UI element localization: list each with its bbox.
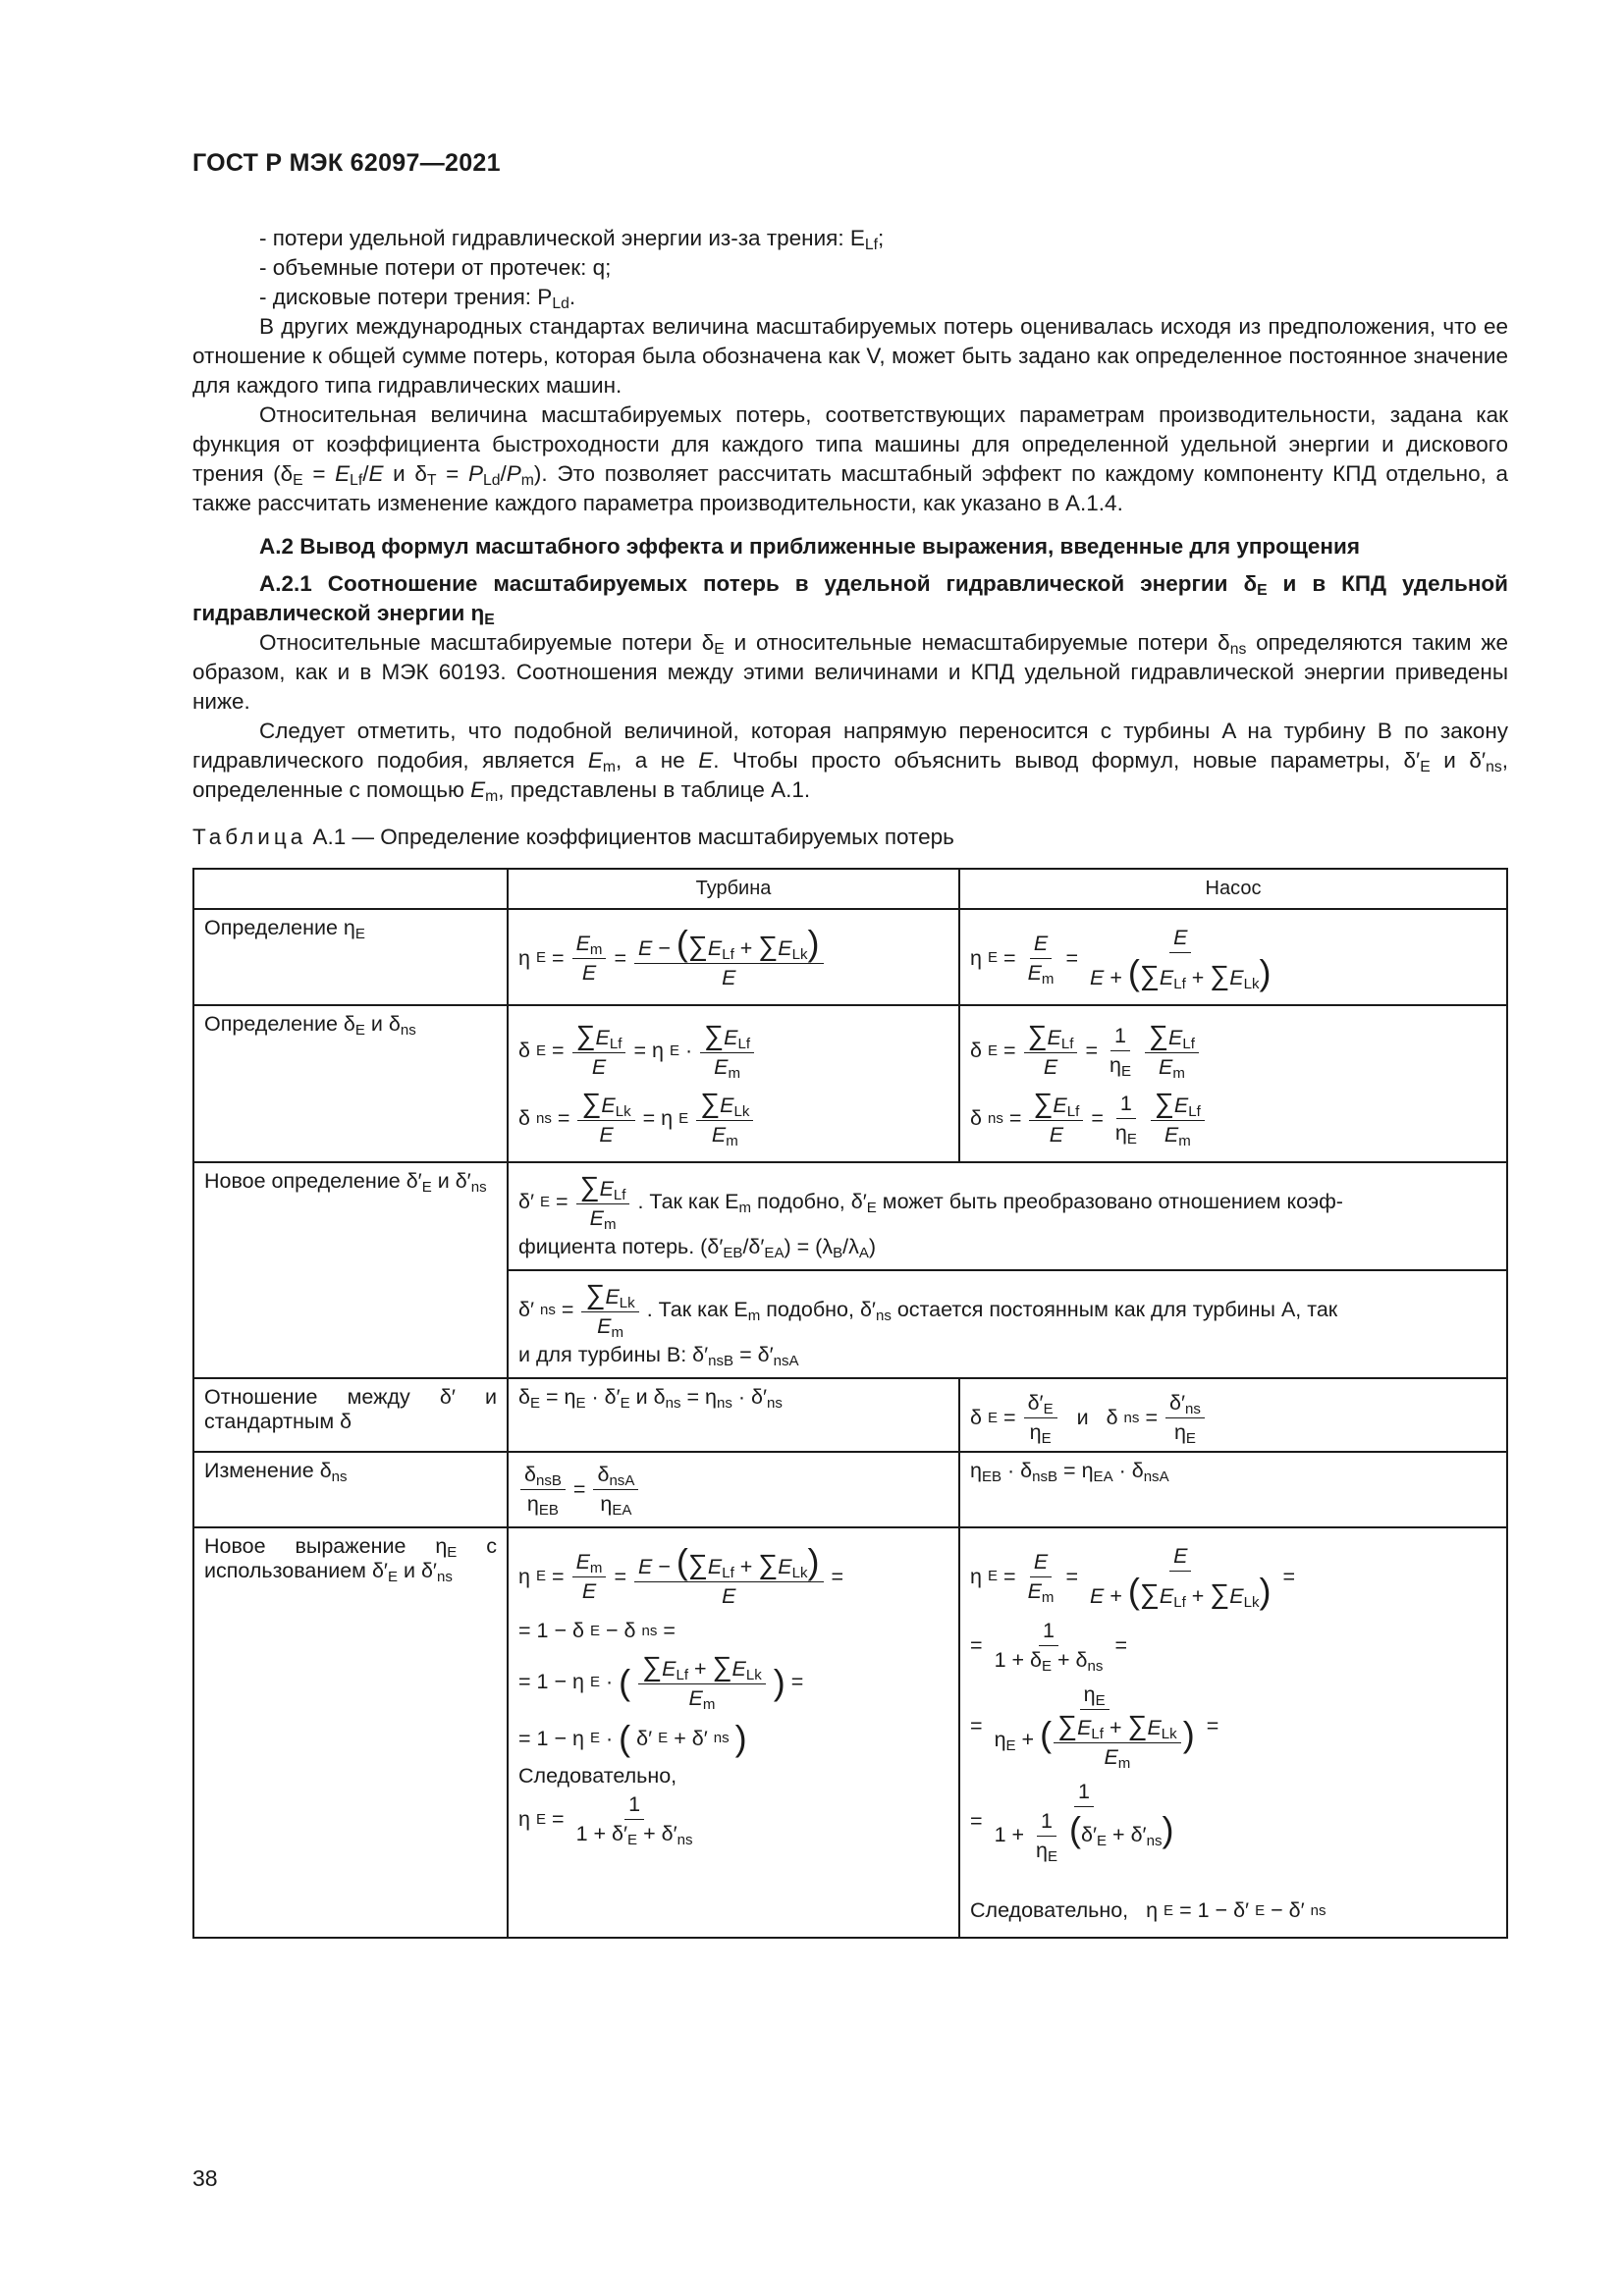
formula-cell: η E = $E_m$ E = $E - (\sum E_{Lf} + \sum E_{Lk})$ E = = 1 − δ E − δ ns = = 1 − η E · ( $\sum E_{Lf} + \sum E_{Lk}$ $E_m$ ) = = 1 − η E · ( δ′ E + δ′ ns ) Следовательно, η E = 1 $1 + \delta'_E + \delta'_{ns}$ [508,1527,959,1938]
formula-cell: η E = E $E_m$ = E $E + (\sum E_{Lf} + \sum E_{Lk})$ [959,909,1507,1005]
table-row [193,1162,1507,1270]
table-row [193,1527,1507,1938]
list-item: - дисковые потери трения: $P_{Ld}$. [259,285,576,312]
formula-cell: δ′ E = $\sum E_{Lf}$ $E_m$ . Так как $E_m$ подобно, $\delta'_E$ может быть преобразовано отношением коэф- фициента потерь. $(\delta'_{EB}/\delta'_{EA}) = (\lambda_B/\lambda_A)$ [508,1162,1507,1270]
paragraph: Относительная величина масштабируемых потерь, соответствующих параметрам производительности, задана как функция от коэффициента быстроходности для каждого типа машины для определенной удельной энергии и дискового трения ($\delta_E = E_{Lf}/E$ и $\delta_T = P_{Ld}/P_m$). Это позволяет рассчитать масштабный эффект по каждому компоненту КПД отдельно, а также рассчитать изменение каждого параметра производительности, как указано в А.1.4. [192,402,1508,515]
list-item: - объемные потери от протечек: q; [259,255,612,280]
paragraph: Относительные масштабируемые потери $\delta_E$ и относительные немасштабируемые потери $\delta_{ns}$ определяются таким же образом, как и в МЭК 60193. Соотношения между этими величинами и КПД удельной гидравлической энергии приведены ниже. [192,630,1508,714]
formula-cell: $\delta_E = \eta_E \cdot \delta'_E$ и $\delta_{ns} = \eta_{ns} \cdot \delta'_{ns}$ [508,1378,959,1452]
standard-header: ГОСТ Р МЭК 62097—2021 [192,149,501,177]
paragraph: Следует отметить, что подобной величиной, которая напрямую переносится с турбины A на турбину B по закону гидравлического подобия, является $E_m$, а не E. Чтобы просто объяснить вывод формул, новые параметры, $\delta'_E$ и $\delta'_{ns}$, определенные с помощью $E_m$, представлены в таблице А.1. [192,719,1508,805]
table-row [193,1378,1507,1452]
formula-cell: δ E = $\sum E_{Lf}$ E = 1 $\eta_E$ $\sum E_{Lf}$ $E_m$ δ ns = $\sum E_{Lf}$ E = 1 $\eta_E$ $\sum E_{Lf}$ $E_m$ [959,1005,1507,1162]
column-header-turbine: Турбина [508,869,959,909]
table-a1 [192,868,1508,1939]
formula-cell: η E = $E_m$ E = $E - (\sum E_{Lf} + \sum E_{Lk})$ E [508,909,959,1005]
row-label: Отношение между δ′ и стандартным δ [193,1378,508,1452]
list-item: - потери удельной гидравлической энергии из-за трения: $E_{Lf}$; [259,226,885,253]
formula-cell: $\delta_{nsB}$ $\eta_{EB}$ = $\delta_{nsA}$ $\eta_{EA}$ [508,1452,959,1527]
formula-cell: δ′ ns = $\sum E_{Lk}$ $E_m$ . Так как $E_m$ подобно, $\delta'_{ns}$ остается постоянным как для турбины A, так и для турбины B: $\delta'_{nsB} = \delta'_{nsA}$ [508,1270,1507,1378]
formula-cell: $\eta_{EB} \cdot \delta_{nsB} = \eta_{EA} \cdot \delta_{nsA}$ [959,1452,1507,1527]
body-text [192,224,1508,805]
column-header-pump: Насос [959,869,1507,909]
formula-cell: η E = E $E_m$ = E $E + (\sum E_{Lf} + \sum E_{Lk})$ = = 1 $1 + \delta_E + \delta_{ns}$ = = $\eta_E$ $\eta_E$ + ( $\sum E_{Lf} + \sum E_{Lk}$ $E_m$ ) = = 1 1 + $\frac{1}{\eta_E}$ $(\delta'_E + \delta'_{ns})$ Следовательно, η E = 1 − δ′ E − δ′ ns [959,1527,1507,1938]
table-row [193,1005,1507,1162]
paragraph: В других международных стандартах величина масштабируемых потерь оценивалась исходя из предположения, что ее отношение к общей сумме потерь, которая была обозначена как V, может быть задано как определенное постоянное значение для каждого типа гидравлических машин. [192,314,1508,398]
table-row [193,1452,1507,1527]
row-label: Определение $\eta_E$ [193,909,508,1005]
row-label: Новое определение $\delta'_E$ и $\delta'_{ns}$ [193,1162,508,1378]
table-caption: Таблица А.1 — Определение коэффициентов масштабируемых потерь [192,825,954,849]
row-label: Новое выражение $\eta_E$ с использованием $\delta'_E$ и $\delta'_{ns}$ [193,1527,508,1938]
formula-cell: δ E = $\delta'_E$ $\eta_E$ и δ ns = $\delta'_{ns}$ $\eta_E$ [959,1378,1507,1452]
formula-cell: δ E = $\sum E_{Lf}$ E = η E · $\sum E_{Lf}$ $E_m$ δ ns = $\sum E_{Lk}$ E = η E $\sum E_{Lk}$ $E_m$ [508,1005,959,1162]
row-label: Изменение $\delta_{ns}$ [193,1452,508,1527]
page-number: 38 [192,2165,218,2191]
table-row [193,909,1507,1005]
section-heading-a21: А.2.1 Соотношение масштабируемых потерь в удельной гидравлической энергии $\delta_E$ и в КПД удельной гидравлической энергии $\eta_E$ [192,571,1508,628]
table-header-row [193,869,1507,909]
section-heading-a2: А.2 Вывод формул масштабного эффекта и приближенные выражения, введенные для упрощения [259,534,1360,559]
therefore-label: Следовательно, [518,1764,677,1788]
row-label: Определение $\delta_E$ и $\delta_{ns}$ [193,1005,508,1162]
